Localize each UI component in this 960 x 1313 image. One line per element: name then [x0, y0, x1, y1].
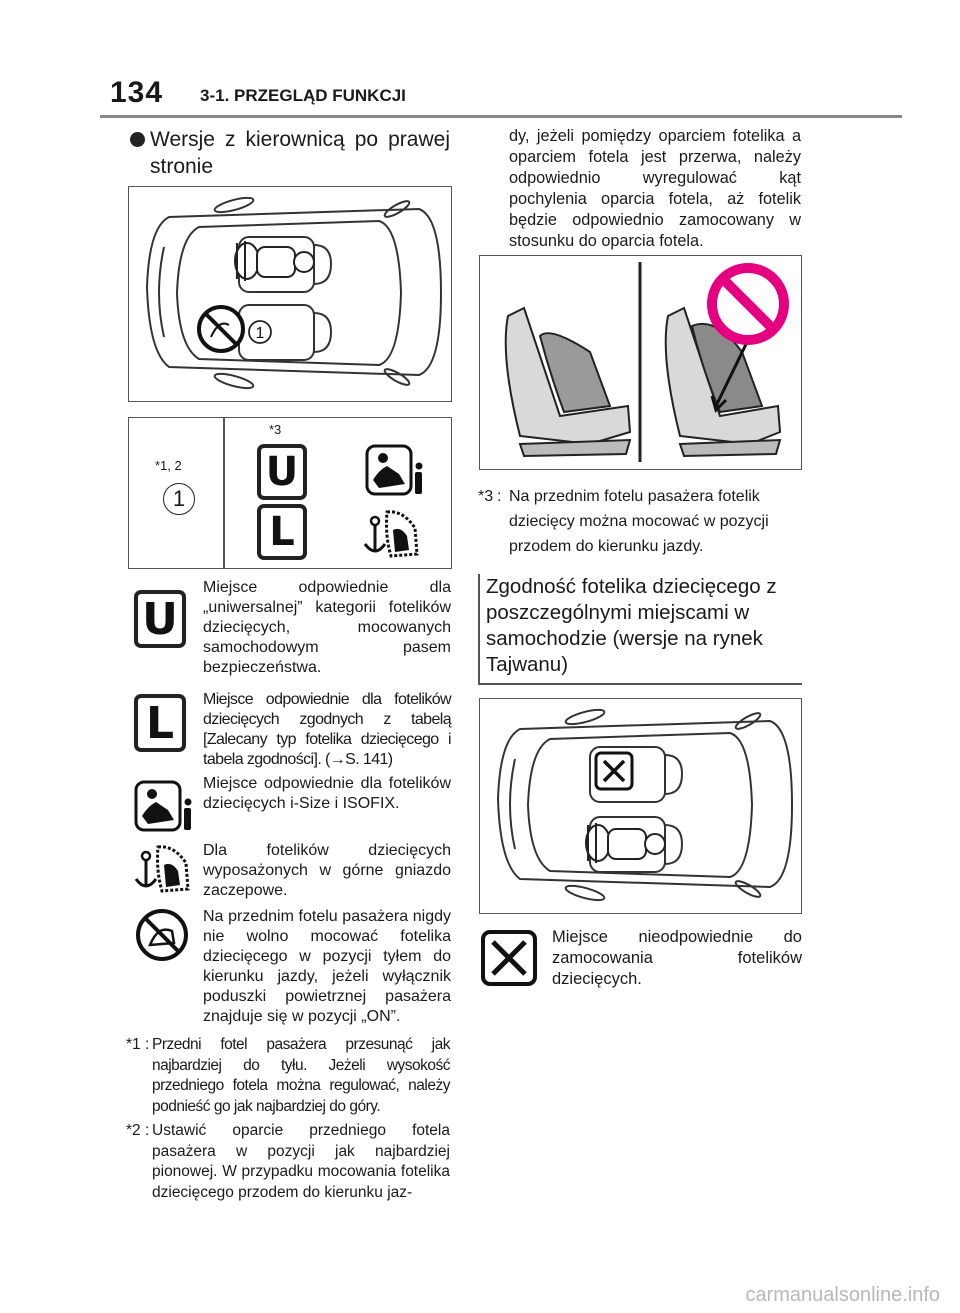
page-number: 134: [110, 76, 164, 109]
anchor-tether-icon: [363, 506, 425, 562]
heading-underline: [478, 683, 802, 685]
watermark: carmanualsonline.info: [745, 1284, 940, 1306]
unsuitable-x-icon: [480, 929, 538, 987]
no-rearward-seat-icon: [134, 907, 190, 963]
universal-u-icon: U: [134, 590, 186, 648]
legend-item-unsuitable: [478, 927, 802, 997]
table-divider: [223, 418, 225, 568]
legend-item-universal: [130, 578, 450, 682]
isofix-icon: [365, 444, 427, 502]
universal-l-icon: L: [257, 504, 307, 560]
prohibition-icon: [712, 268, 784, 340]
correct-seat-drawing: [506, 308, 630, 456]
legend-text: Na przednim fotelu pasażera nigdy nie wolno mocować fotelika dziecięcego w pozycji tyłem do kierunku jazdy, jeżeli wyłącznik poduszki powietrznej pasażera znajduje się w pozycji „ON”.: [203, 908, 451, 1025]
isofix-icon: [134, 780, 196, 836]
table-col1-footnote: *1, 2: [155, 458, 182, 473]
anchor-tether-icon: [134, 841, 196, 897]
section-heading: Zgodność fotelika dziecięcego z poszczególnymi miejscami w samochodzie (wersje na rynek Tajwanu): [478, 574, 810, 684]
car-diagram-taiwan: [479, 698, 802, 914]
compatibility-table: [128, 417, 452, 569]
footnote-text: Ustawić oparcie przedniego fotela pasażera w pozycji jak najbardziej pionowej. W przypadku mocowania fotelika dziecięcego przodem do kierunku jaz-: [152, 1122, 450, 1201]
header-divider: [100, 115, 902, 118]
legend-text: Miejsce odpowiednie dla fotelików dziecięcych i-Size i ISOFIX.: [203, 775, 451, 812]
car-topview-illustration: [129, 187, 450, 400]
footnote-text: Na przednim fotelu pasażera fotelik dziecięcy można mocować w pozycji przodem do kierunku jazdy.: [509, 488, 769, 555]
bullet-icon: [130, 132, 145, 147]
no-rearward-seat-icon: [199, 307, 243, 351]
unsuitable-x-icon: [596, 753, 632, 789]
legend-text: Miejsce odpowiednie dla „uniwersalnej” kategorii fotelików dziecięcych, mocowanych samochodowym pasem bezpieczeństwa.: [203, 579, 451, 676]
continuation-paragraph: dy, jeżeli pomiędzy oparciem fotelika a oparciem fotela jest przerwa, należy odpowiednio wyregulować kąt pochylenia oparcia fotela, aż fotelik będzie odpowiednio zamocowany w stosunku do oparcia fotela.: [509, 127, 801, 250]
universal-u-icon: U: [257, 444, 307, 500]
seat-number-label: 1: [255, 325, 265, 342]
section-title: 3-1. PRZEGLĄD FUNKCJI: [200, 86, 406, 105]
table-seat-number: 1: [163, 483, 195, 515]
universal-l-icon: L: [134, 694, 186, 752]
table-col2-footnote: *3: [269, 422, 282, 437]
footnote-text: Przedni fotel pasażera przesunąć jak najbardziej do tyłu. Jeżeli wysokość przedniego fotela można regulować, należy podnieść go jak najbardziej do góry.: [152, 1036, 450, 1115]
footnote-mark: *3: [478, 488, 494, 505]
legend-text: Miejsce nieodpowiednie do zamocowania fotelików dziecięcych.: [552, 928, 802, 988]
legend-item-isofix: [130, 774, 450, 832]
legend-item-l-category: [130, 690, 450, 774]
footnote-mark: *1: [126, 1036, 141, 1053]
legend-text: Dla fotelików dziecięcych wyposażonych w górne gniazdo zaczepowe.: [203, 842, 451, 899]
bullet-title: Wersje z kierownicą po prawej stronie: [150, 128, 450, 178]
seat-recline-illustration: [479, 255, 802, 470]
legend-text: Miejsce odpowiednie dla fotelików dziecięcych zgodnych z tabelą [Zalecany typ fotelika dziecięcego i tabela zgodności]. (→S. 141): [203, 691, 451, 768]
legend-item-no-rearward: [130, 907, 450, 1031]
car-diagram-rhd: [128, 186, 452, 402]
legend-item-anchor: [130, 841, 450, 901]
footnote-mark: *2: [126, 1122, 141, 1139]
